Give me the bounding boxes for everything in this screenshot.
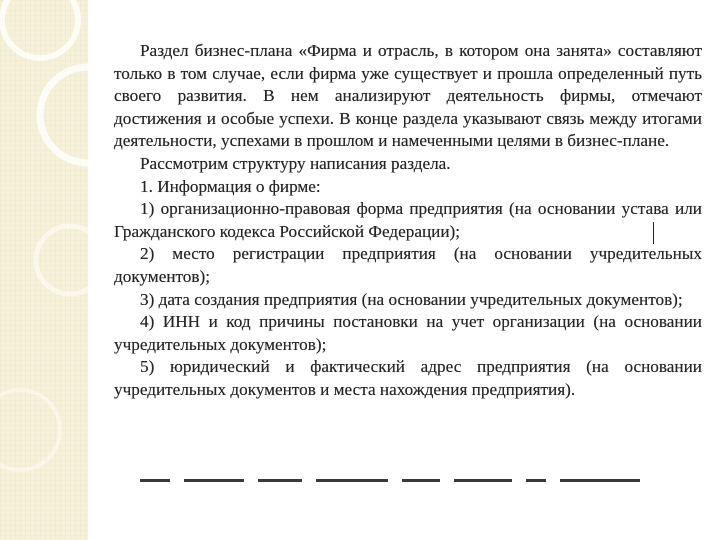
section-heading: 1. Информация о фирме: <box>140 176 321 196</box>
list-item: 4) ИНН и код причины постановки на учет организации (на основании учредительных документов); <box>114 312 702 354</box>
list-item: 1) организационно-правовая форма предприятия (на основании устава или Гражданского кодекса Российской Федерации); <box>114 199 702 241</box>
list-item: 5) юридический и фактический адрес предприятия (на основании учредительных документов и места нахождения предприятия). <box>114 357 702 399</box>
text-cursor <box>653 222 654 244</box>
decorative-side-panel <box>0 0 88 540</box>
document-text <box>114 40 702 402</box>
structure-intro: Рассмотрим структуру написания раздела. <box>140 153 451 173</box>
list-item: 2) место регистрации предприятия (на основании учредительных документов); <box>114 244 702 286</box>
list-item: 3) дата создания предприятия (на основании учредительных документов); <box>140 289 683 309</box>
decorative-pattern <box>0 0 88 540</box>
cut-off-text-line <box>114 474 702 482</box>
intro-paragraph: Раздел бизнес-плана «Фирма и отрасль, в котором она занята» составляют только в том случае, если фирма уже существует и прошла определенный путь своего развития. В нем анализируют деятельность фирмы, отмечают достижения и особые успехи. В конце раздела указывают связь между итогами деятельности, успехами в прошлом и намеченными целями в бизнес-плане. <box>114 41 702 151</box>
